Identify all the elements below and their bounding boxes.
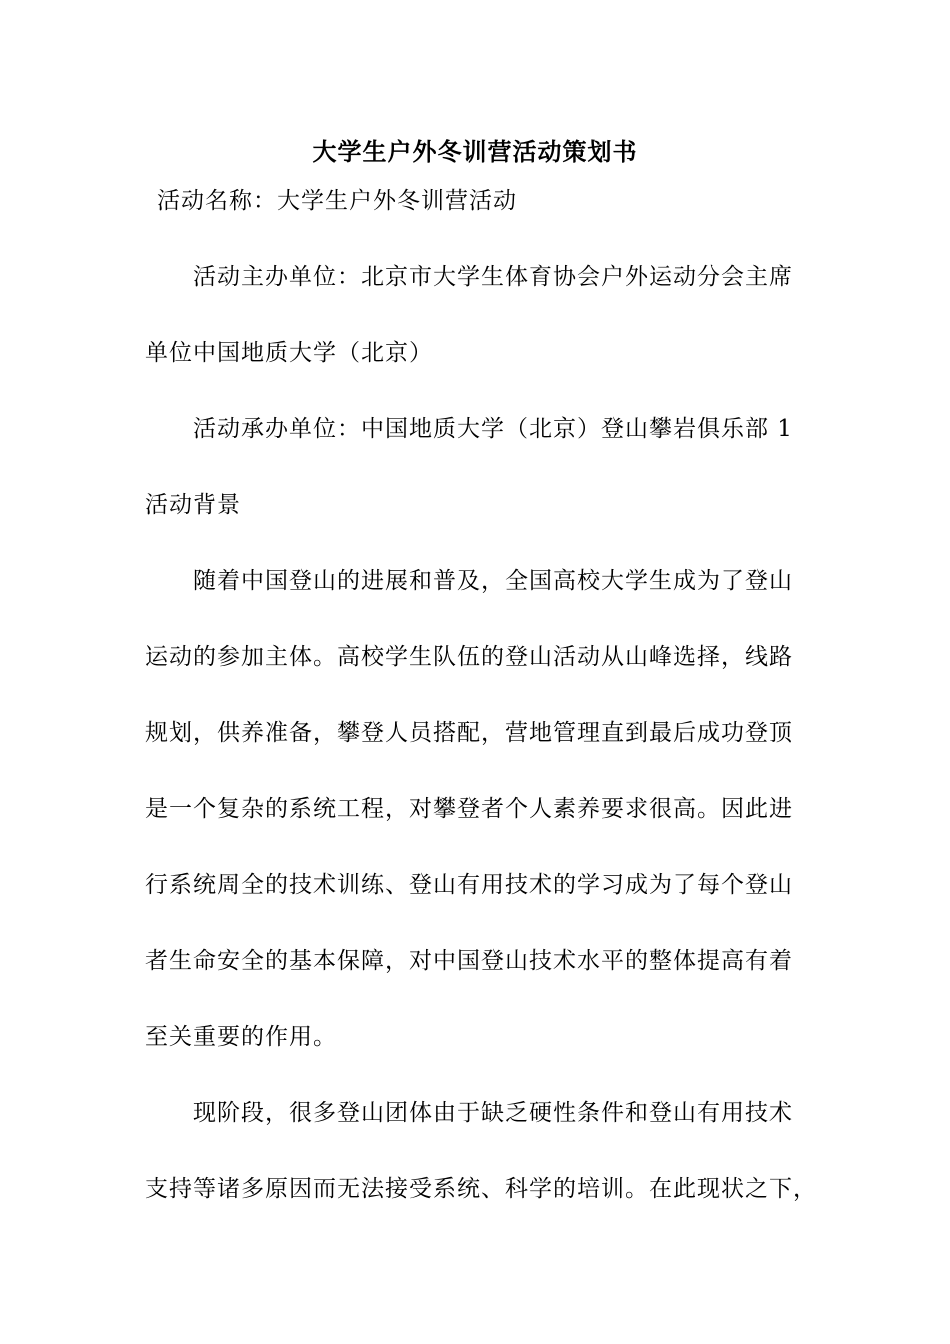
organizer-line-continued: 单位中国地质大学（北京） xyxy=(145,340,433,366)
paragraph-line: 是一个复杂的系统工程，对攀登者个人素养要求很高。因此进 xyxy=(145,796,793,822)
paragraph-line: 行系统周全的技术训练、登山有用技术的学习成为了每个登山 xyxy=(145,872,793,898)
organizer-line: 活动主办单位：北京市大学生体育协会户外运动分会主席 xyxy=(193,264,793,290)
section-heading-background: 活动背景 xyxy=(145,492,241,518)
paragraph-line: 支持等诸多原因而无法接受系统、科学的培训。在此现状之下， xyxy=(145,1176,817,1202)
paragraph-line: 者生命安全的基本保障，对中国登山技术水平的整体提高有着 xyxy=(145,948,793,974)
activity-name-line: 活动名称：大学生户外冬训营活动 xyxy=(157,188,517,214)
paragraph-line: 至关重要的作用。 xyxy=(145,1024,337,1050)
paragraph-line: 现阶段，很多登山团体由于缺乏硬性条件和登山有用技术 xyxy=(193,1100,793,1126)
paragraph-line: 运动的参加主体。高校学生队伍的登山活动从山峰选择，线路 xyxy=(145,644,793,670)
document-title: 大学生户外冬训营活动策划书 xyxy=(312,137,638,166)
co-organizer-line: 活动承办单位：中国地质大学（北京）登山攀岩俱乐部 1 xyxy=(193,416,793,442)
paragraph-line: 规划，供养准备，攀登人员搭配，营地管理直到最后成功登顶 xyxy=(145,720,793,746)
paragraph-line: 随着中国登山的进展和普及，全国高校大学生成为了登山 xyxy=(193,568,793,594)
